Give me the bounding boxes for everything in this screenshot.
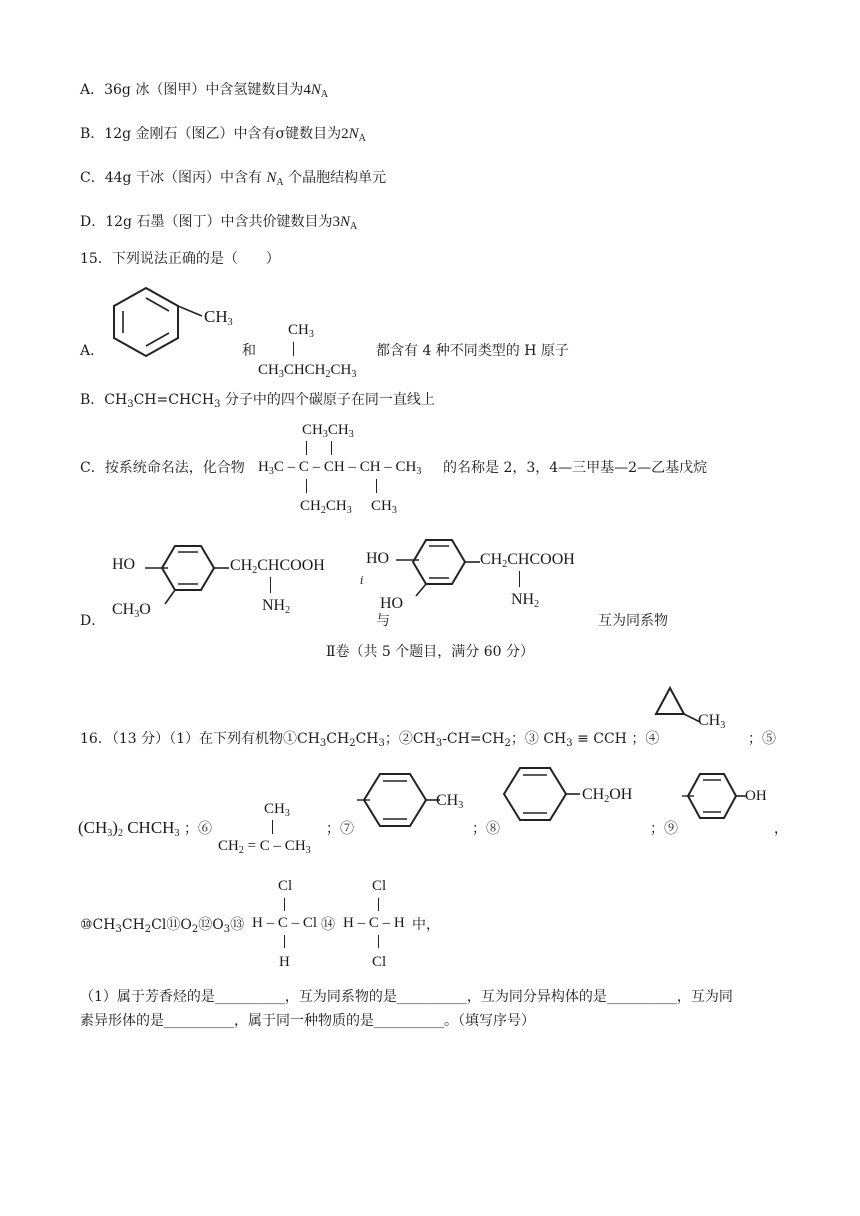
question-15-stem: 15．下列说法正确的是（ ）: [80, 251, 280, 267]
bond-c-top-2: [331, 441, 332, 455]
item14-top: Cl: [372, 878, 387, 894]
item5-formula: $(CH_3)_2$ $CHCH_3$: [78, 818, 180, 839]
toluene-methyl: $CH_3$: [204, 307, 233, 328]
question-16-line1: 16．（13 分）（1）在下列有机物$①CH_3CH_2CH_3$；$②CH_3-CH=CH_2$；③ $CH_3$ ≡ CCH ；④: [80, 731, 660, 749]
branch-bond: [293, 342, 294, 356]
item13-bond-bottom: [284, 935, 285, 948]
formula-c-bottom-left: $CH_2CH_3$: [300, 498, 352, 516]
cyclopropane-methyl: $CH_3$: [698, 712, 726, 731]
after-item4: ；⑤: [748, 731, 776, 747]
option-15-c-text: 的名称是 2，3，4—三甲基—2—乙基戊烷: [443, 460, 708, 476]
formula-c-main: $H_3C$ – C – CH – CH – $CH_3$: [258, 459, 422, 477]
mol1-benzene: [145, 544, 235, 604]
mark-i: i: [360, 574, 364, 587]
item7-toluene: [354, 772, 444, 834]
zhong-text: 中，: [412, 917, 440, 933]
option-15-c-label: C．按系统命名法，化合物: [80, 460, 245, 476]
item10-12: $⑩CH_3CH_2Cl⑪O_2⑫O_3⑬$: [80, 917, 245, 935]
after-item7: ；⑧: [472, 821, 500, 837]
toluene-structure: [106, 286, 186, 356]
option-15-b: B．$CH_3CH=CHCH_3$ 分子中的四个碳原子在同一直线上: [80, 392, 435, 410]
mol2-nh2: $NH_2$: [511, 591, 540, 610]
option-15-a-label: A．: [80, 343, 105, 359]
mol2-ho-bottom: HO: [380, 595, 404, 612]
option-14-a: A．36g 冰（图甲）中含氢键数目为$4N_A$: [80, 82, 329, 100]
section-2-heading: Ⅱ卷（共 5 个题目，满分 60 分）: [325, 644, 535, 660]
isopentane-branch: $CH_3$: [288, 322, 314, 340]
option-14-d: D．12g 石墨（图丁）中含共价键数目为$3N_A$: [80, 214, 358, 232]
mol2-ho-top: HO: [366, 550, 390, 567]
and-text-d: 与: [376, 613, 390, 629]
option-14-c: C．44g 干冰（图丙）中含有 $N_A$ 个晶胞结构单元: [80, 170, 387, 188]
item6-main: $CH_2 = C - CH_3$: [218, 838, 311, 856]
after-item9: ，: [774, 821, 788, 837]
bond-c-bottom-2: [376, 479, 377, 493]
item14-bond-top: [378, 898, 379, 911]
item13-bond-top: [284, 898, 285, 911]
option-15-a-text: 都含有 4 种不同类型的 H 原子: [376, 343, 569, 359]
question-16-1-line1: （1）属于芳香烃的是__________，互为同系物的是__________，互为同分异构体的是__________，互为同: [80, 989, 733, 1005]
bond-c-top-1: [306, 441, 307, 455]
item6-bond: [272, 820, 273, 834]
formula-c-top: $CH_3CH_3$: [302, 422, 354, 440]
after-item6: ；⑦: [326, 821, 354, 837]
isopentane-chain: $CH_3CHCH_2CH_3$: [258, 362, 357, 380]
mol2-nh2-bond: [519, 571, 520, 587]
after-item5: ；⑥: [184, 821, 212, 837]
formula-c-bottom-right: $CH_3$: [371, 498, 397, 516]
option-15-d-label: D．: [80, 613, 106, 629]
item7-methyl: $CH_3$: [436, 792, 464, 811]
question-16-1-line2: 素异形体的是__________，属于同一种物质的是__________。（填写序号）: [80, 1013, 535, 1029]
item13-bottom: H: [279, 954, 290, 970]
item14-bottom: Cl: [372, 954, 387, 970]
item8-benzyl: [494, 766, 584, 828]
item6-top: $CH_3$: [264, 801, 290, 819]
option-14-b: B．12g 金刚石（图乙）中含有σ键数目为$2N_A$: [80, 126, 366, 144]
mol1-och3: $CH_3O$: [112, 601, 151, 620]
option-15-d-text: 互为同系物: [598, 613, 668, 629]
item14-circle: ⑭: [321, 917, 335, 933]
item9-oh: OH: [745, 788, 767, 804]
mol1-nh2-bond: [270, 577, 271, 593]
item14-bond-bottom: [378, 935, 379, 948]
bond-c-bottom-1: [306, 479, 307, 493]
after-item8: ；⑨: [650, 821, 678, 837]
mol1-chain: $CH_2CHCOOH$: [230, 557, 325, 576]
mol2-chain: $CH_2CHCOOH$: [480, 551, 575, 570]
and-text: 和: [242, 343, 256, 359]
mol1-ho: HO: [112, 556, 136, 573]
item14-main: H – C – H: [343, 915, 405, 931]
item8-group: $CH_2OH$: [582, 786, 633, 805]
item13-top: Cl: [278, 878, 293, 894]
mol2-benzene: [396, 538, 486, 598]
item13-main: H – C – Cl: [252, 915, 318, 931]
mol1-nh2: $NH_2$: [262, 597, 291, 616]
item9-phenol: [678, 772, 750, 828]
